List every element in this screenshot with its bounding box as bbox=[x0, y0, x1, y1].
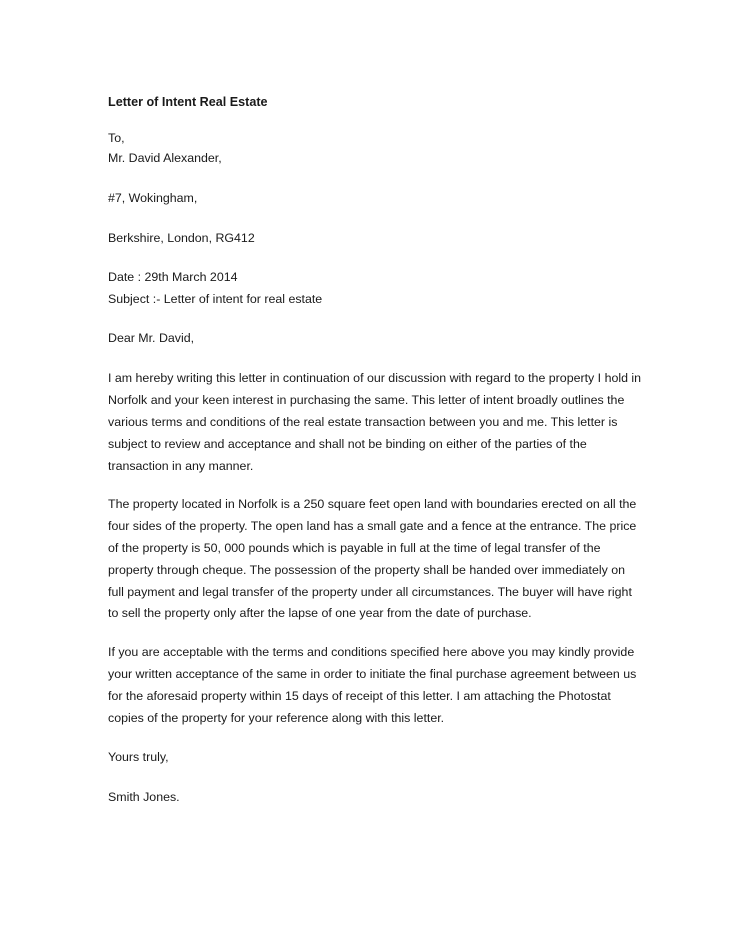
paragraph-line: copies of the property for your reference along with this letter. bbox=[108, 711, 445, 725]
paragraph-line: The property located in Norfolk is a 250 square feet open land with boundaries erected on all the bbox=[108, 497, 637, 511]
paragraph-line: I am hereby writing this letter in continuation of our discussion with regard to the property I hold in bbox=[108, 371, 642, 385]
paragraph-line: transaction in any manner. bbox=[108, 459, 254, 473]
recipient-name: Mr. David Alexander, bbox=[108, 151, 222, 165]
letter-subject: Subject :- Letter of intent for real estate bbox=[108, 292, 323, 306]
paragraph-line: full payment and legal transfer of the property under all circumstances. The buyer will have right bbox=[108, 585, 632, 599]
paragraph-line: of the property is 50, 000 pounds which is payable in full at the time of legal transfer of the bbox=[108, 541, 601, 555]
paragraph-line: various terms and conditions of the real estate transaction between you and me. This letter is bbox=[108, 415, 618, 429]
address-line-1: #7, Wokingham, bbox=[108, 191, 198, 205]
letter-date: Date : 29th March 2014 bbox=[108, 270, 238, 284]
paragraph-line: property through cheque. The possession of the property shall be handed over immediately on bbox=[108, 563, 626, 577]
paragraph-line: for the aforesaid property within 15 days of receipt of this letter. I am attaching the Photostat bbox=[108, 689, 611, 703]
paragraph-line: subject to review and acceptance and shall not be binding on either of the parties of the bbox=[108, 437, 587, 451]
salutation-to: To, bbox=[108, 131, 125, 145]
paragraph-line: your written acceptance of the same in order to initiate the final purchase agreement between us bbox=[108, 667, 637, 681]
paragraph-line: Norfolk and your keen interest in purchasing the same. This letter of intent broadly outlines the bbox=[108, 393, 625, 407]
address-line-2: Berkshire, London, RG412 bbox=[108, 231, 255, 245]
document-title: Letter of Intent Real Estate bbox=[108, 95, 268, 109]
paragraph-line: to sell the property only after the lapse of one year from the date of purchase. bbox=[108, 606, 532, 620]
paragraph-line: four sides of the property. The open land has a small gate and a fence at the entrance. The price bbox=[108, 519, 637, 533]
signature: Smith Jones. bbox=[108, 790, 180, 804]
greeting: Dear Mr. David, bbox=[108, 331, 195, 345]
closing: Yours truly, bbox=[108, 750, 169, 764]
paragraph-line: If you are acceptable with the terms and conditions specified here above you may kindly provide bbox=[108, 645, 635, 659]
